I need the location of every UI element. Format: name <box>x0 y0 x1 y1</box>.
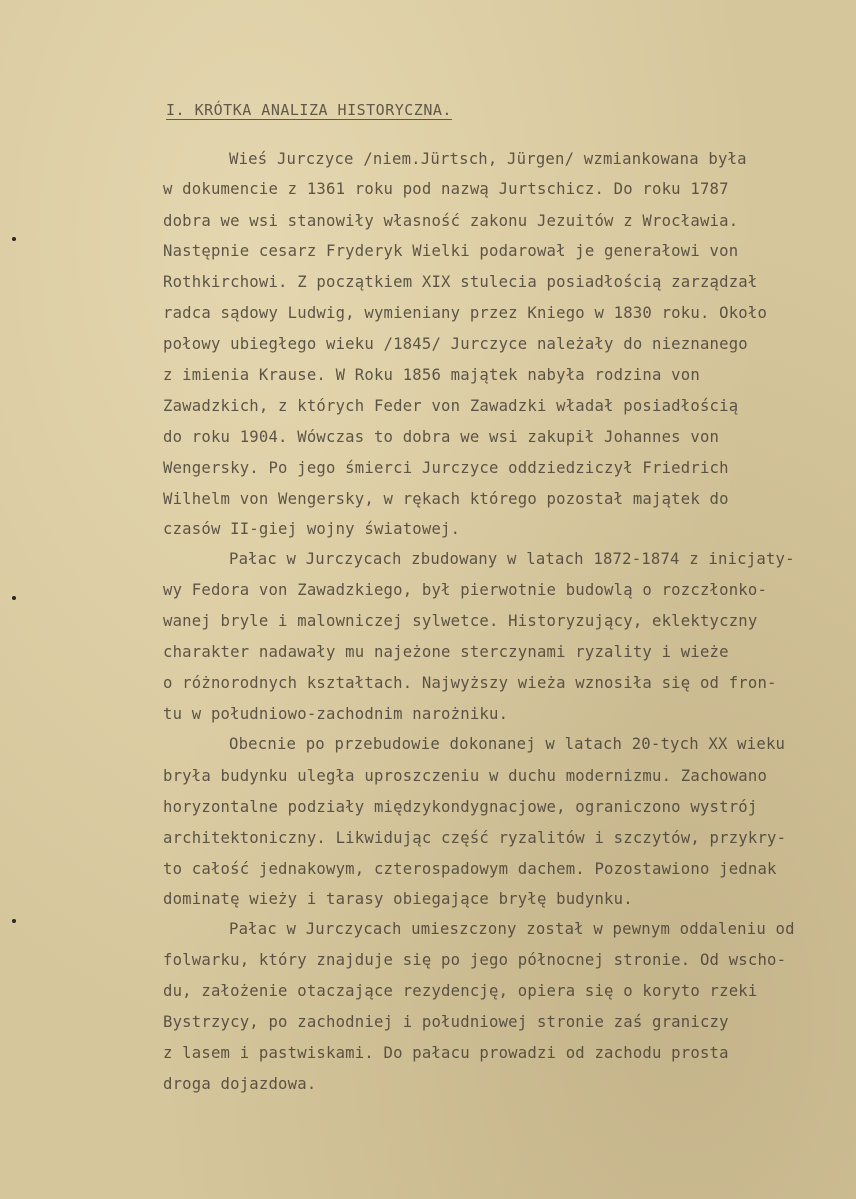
text-line: Pałac w Jurczycach umieszczony został w pewnym oddaleniu od <box>229 920 795 938</box>
text-line: połowy ubiegłego wieku /1845/ Jurczyce należały do nieznanego <box>163 335 748 353</box>
text-line: Wilhelm von Wengersky, w rękach którego pozostał majątek do <box>163 490 729 508</box>
paper-speck <box>12 919 16 923</box>
paper-speck <box>12 237 16 241</box>
section-heading: I. KRÓTKA ANALIZA HISTORYCZNA. <box>166 101 452 119</box>
text-line: tu w południowo-zachodnim narożniku. <box>163 705 509 723</box>
text-line: architektoniczny. Likwidując część ryzalitów i szczytów, przykry- <box>163 829 787 847</box>
text-line: Wengersky. Po jego śmierci Jurczyce oddziedziczył Friedrich <box>163 459 729 477</box>
text-line: z imienia Krause. W Roku 1856 majątek nabyła rodzina von <box>163 366 700 384</box>
text-line: Rothkirchowi. Z początkiem XIX stulecia posiadłością zarządzał <box>163 273 758 291</box>
text-line: horyzontalne podziały międzykondygnacjowe, ograniczono wystrój <box>163 798 758 816</box>
text-line: w dokumencie z 1361 roku pod nazwą Jurtschicz. Do roku 1787 <box>163 180 729 198</box>
text-line: charakter nadawały mu najeżone sterczynami ryzality i wieże <box>163 643 729 661</box>
text-line: radca sądowy Ludwig, wymieniany przez Kniego w 1830 roku. Około <box>163 304 768 322</box>
text-line: o różnorodnych kształtach. Najwyższy wieża wznosiła się od fron- <box>163 674 777 692</box>
text-line: wy Fedora von Zawadzkiego, był pierwotnie budowlą o rozczłonko- <box>163 581 768 599</box>
text-line: do roku 1904. Wówczas to dobra we wsi zakupił Johannes von <box>163 428 720 446</box>
text-line: Obecnie po przebudowie dokonanej w latach 20-tych XX wieku <box>229 735 786 753</box>
text-line: Pałac w Jurczycach zbudowany w latach 1872-1874 z inicjaty- <box>229 550 795 568</box>
paper-speck <box>12 596 16 600</box>
text-line: bryła budynku uległa uproszczeniu w duchu modernizmu. Zachowano <box>163 767 768 785</box>
text-line: czasów II-giej wojny światowej. <box>163 520 461 538</box>
text-line: wanej bryle i malowniczej sylwetce. Historyzujący, eklektyczny <box>163 612 758 630</box>
text-line: Wieś Jurczyce /niem.Jürtsch, Jürgen/ wzmiankowana była <box>229 150 747 168</box>
text-line: z lasem i pastwiskami. Do pałacu prowadzi od zachodu prosta <box>163 1044 729 1062</box>
text-line: to całość jednakowym, czterospadowym dachem. Pozostawiono jednak <box>163 860 777 878</box>
text-line: du, założenie otaczające rezydencję, opiera się o koryto rzeki <box>163 982 758 1000</box>
text-line: Zawadzkich, z których Feder von Zawadzki władał posiadłością <box>163 397 739 415</box>
text-line: dominatę wieży i tarasy obiegające bryłę budynku. <box>163 890 633 908</box>
text-line: folwarku, który znajduje się po jego północnej stronie. Od wscho- <box>163 951 787 969</box>
text-line: Bystrzycy, po zachodniej i południowej stronie zaś graniczy <box>163 1013 729 1031</box>
text-line: dobra we wsi stanowiły własność zakonu Jezuitów z Wrocławia. <box>163 212 739 230</box>
text-line: droga dojazdowa. <box>163 1075 317 1093</box>
text-line: Następnie cesarz Fryderyk Wielki podarował je generałowi von <box>163 242 739 260</box>
